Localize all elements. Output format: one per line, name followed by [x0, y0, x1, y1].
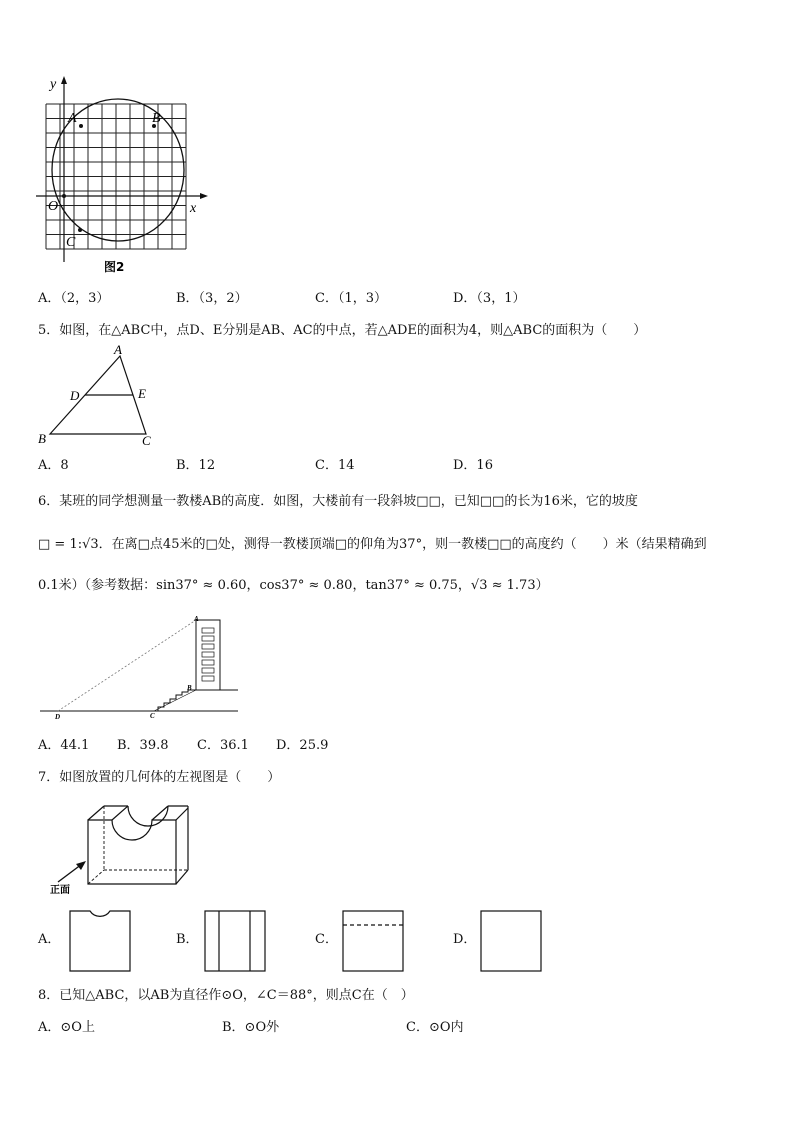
- q5-option-d[interactable]: D．16: [453, 458, 493, 473]
- q6-option-d[interactable]: D．25.9: [276, 738, 329, 753]
- q4-x-label: x: [190, 201, 197, 216]
- q7-option-d-view[interactable]: [479, 909, 543, 973]
- q4-option-c[interactable]: C．（1，3）: [315, 291, 387, 306]
- q7-option-b-view[interactable]: [203, 909, 267, 973]
- q6-stem-line-1: 6．某班的同学想测量一教楼AB的高度．如图，大楼前有一段斜坡□□，已知□□的长为16米，它的坡度: [38, 494, 638, 509]
- q5-label-e: E: [138, 386, 146, 401]
- q5-triangle-figure: [34, 342, 164, 450]
- q6-label-d: D: [55, 713, 61, 721]
- q6-option-c[interactable]: C．36.1: [197, 738, 249, 753]
- q8-option-b[interactable]: B．⊙O外: [222, 1020, 280, 1035]
- q5-label-b: B: [38, 431, 46, 446]
- q7-option-b[interactable]: B．: [176, 932, 199, 947]
- q5-option-a[interactable]: A．8: [38, 458, 69, 473]
- q5-stem: 5．如图，在△ABC中，点D、E分别是AB、AC的中点，若△ADE的面积为4，则△ABC的面积为（ ）: [38, 323, 647, 338]
- q4-figure-caption: 图2: [104, 260, 125, 274]
- q8-option-c[interactable]: C．⊙O内: [406, 1020, 464, 1035]
- q4-point-b-label: B: [152, 111, 161, 126]
- q5-option-b[interactable]: B．12: [176, 458, 216, 473]
- q4-option-a[interactable]: A．（2，3）: [38, 291, 110, 306]
- q7-option-a-view[interactable]: [68, 909, 132, 973]
- q4-grid-figure: [36, 72, 216, 277]
- q7-solid-figure: [48, 800, 188, 895]
- q5-label-a: A: [114, 342, 122, 357]
- q6-option-a[interactable]: A．44.1: [38, 738, 90, 753]
- q4-option-d[interactable]: D．（3，1）: [453, 291, 526, 306]
- q6-label-c: C: [150, 712, 155, 720]
- q7-front-label: 正面: [50, 885, 70, 896]
- q4-option-b[interactable]: B．（3，2）: [176, 291, 248, 306]
- q8-option-a[interactable]: A．⊙O上: [38, 1020, 95, 1035]
- q4-y-label: y: [50, 77, 57, 92]
- q6-slope-building-figure: [38, 614, 243, 724]
- q6-option-b[interactable]: B．39.8: [117, 738, 169, 753]
- q5-label-d: D: [70, 388, 80, 403]
- q8-stem: 8．已知△ABC，以AB为直径作⊙O，∠C＝88°，则点C在（ ）: [38, 988, 414, 1003]
- q7-stem: 7．如图放置的几何体的左视图是（ ）: [38, 770, 281, 785]
- q6-stem-line-3: 0.1米）（参考数据：sin37° ≈ 0.60，cos37° ≈ 0.80，tan37° ≈ 0.75，√3 ≈ 1.73）: [38, 578, 549, 593]
- q4-point-a-label: A: [68, 111, 77, 126]
- q7-option-c-view[interactable]: [341, 909, 405, 973]
- q7-option-c[interactable]: C．: [315, 932, 338, 947]
- q4-origin-label: O: [48, 199, 59, 214]
- q5-label-c: C: [142, 433, 151, 448]
- q5-option-c[interactable]: C．14: [315, 458, 355, 473]
- q6-label-a: A: [194, 615, 199, 623]
- q6-label-b: B: [187, 684, 192, 692]
- q6-stem-line-2: □ = 1:√3．在离□点45米的□处，测得一教楼顶端□的仰角为37°，则一教楼□□的高度约（ ）米（结果精确到: [38, 537, 707, 552]
- q7-option-a[interactable]: A．: [38, 932, 61, 947]
- q7-option-d[interactable]: D．: [453, 932, 477, 947]
- q4-point-c-label: C: [66, 235, 76, 250]
